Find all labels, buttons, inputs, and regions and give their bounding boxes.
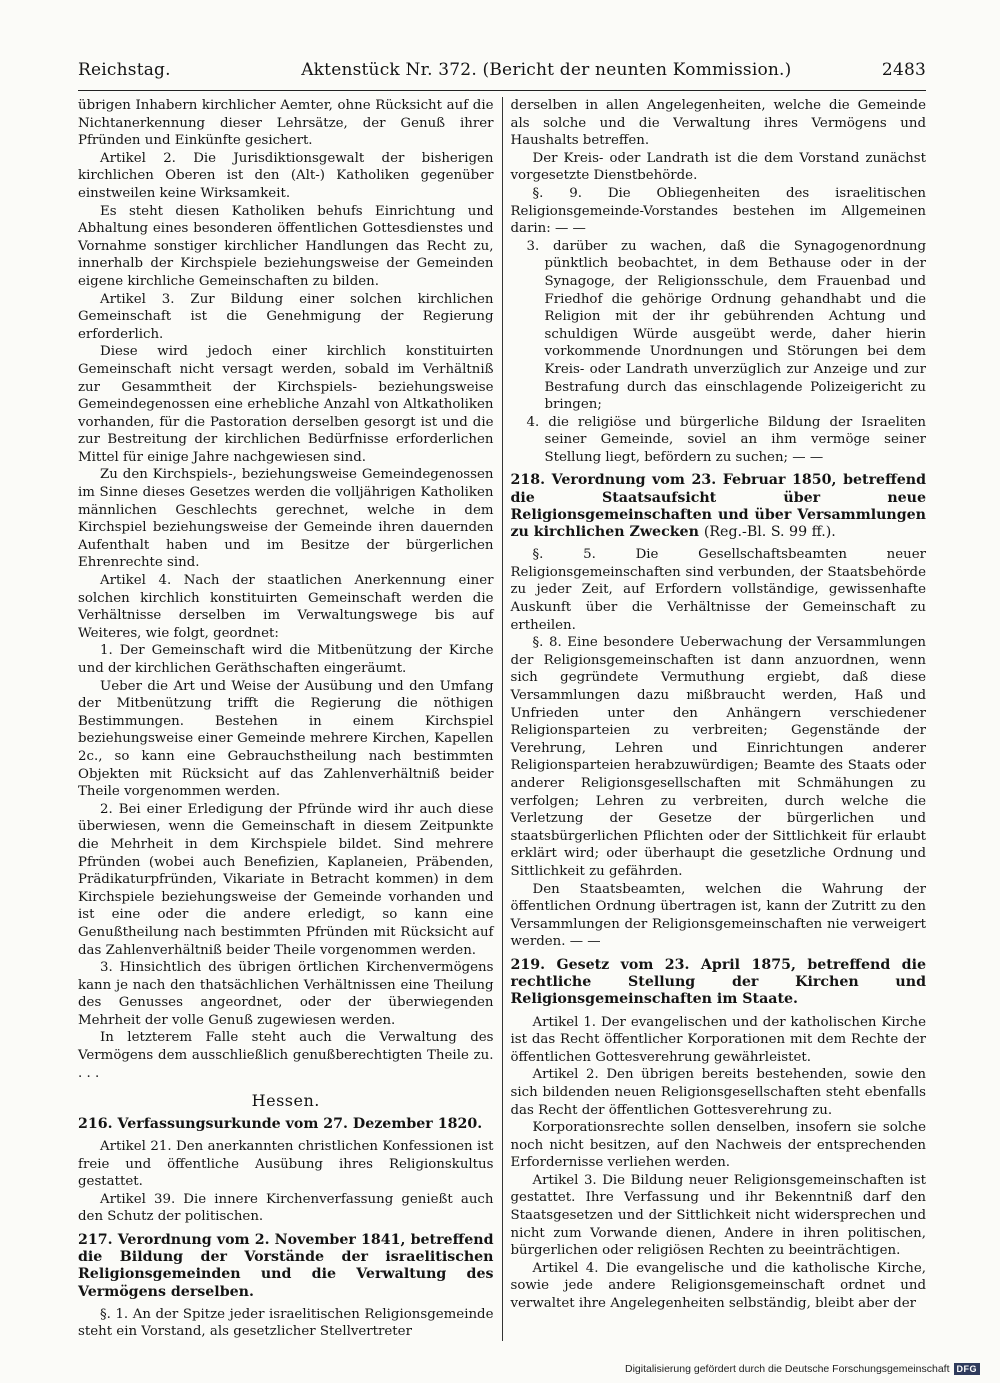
paragraph: Der Kreis- oder Landrath ist die dem Vorstand zunächst vorgesetzte Dienstbehörde. bbox=[510, 150, 926, 184]
list-item: 1. Der Gemeinschaft wird die Mitbenützung der Kirche und der kirchlichen Geräthschaften eingeräumt. bbox=[78, 643, 494, 676]
paragraph: Artikel 4. Nach der staatlichen Anerkennung einer solchen kirchlich konstituirten Gemeinschaft werden die Verhältnisse derselben im Verwaltungswege bis auf Weiteres, wie folgt, geordnet: bbox=[78, 573, 494, 641]
paragraph: Den Staatsbeamten, welchen die Wahrung der öffentlichen Ordnung übertragen ist, kann der Zutritt zu den Versammlungen der Religionsgemeinschaften nie verweigert werden. — — bbox=[510, 881, 926, 950]
paragraph: Artikel 2. Die Jurisdiktionsgewalt der bisherigen kirchlichen Oberen ist den (Alt-) Katholiken gegenüber einstweilen keine Wirksamkeit. bbox=[78, 150, 494, 201]
paragraph: Artikel 2. Den übrigen bereits bestehenden, sowie den sich bildenden neuen Religionsgesellschaften steht ebenfalls das Recht der öffentlichen Gottesverehrung zu. bbox=[510, 1067, 926, 1118]
paragraph: Artikel 3. Die Bildung neuer Religionsgemeinschaften ist gestattet. Ihre Verfassung und ihr Bekenntniß darf den Staatsgesetzen und der Sittlichkeit nicht widersprechen und nicht zum Vorwande dienen, Andere in ihren politischen, bürgerlichen oder religiösen Rechten zu beeinträchtigen. bbox=[510, 1172, 926, 1259]
paragraph: §. 8. Eine besondere Ueberwachung der Versammlungen der Religionsgemeinschaften ist dann anzuordnen, wenn sich gegründete Vermuthung ergiebt, daß diese Versammlungen dazu mißbraucht werden, Haß und Unfrieden unter den Anhängern verschiedener Religionsparteien zu verbreiten; Gegenstände der Verehrung, Lehren und Einrichtungen anderer Religionsparteien herabzuwürdigen; Beamte des Staats oder anderer Religionsgesellschaften mit Schmähungen zu verfolgen; Lehren zu verbreiten, durch welche die Verletzung der Gesetze der bürgerlichen und staatsbürgerlichen Pflichten oder der Sittlichkeit für erlaubt erklärt wird; oder überhaupt die gesetzliche Ordnung und Sittlichkeit zu gefährden. bbox=[510, 635, 926, 879]
paragraph: Artikel 39. Die innere Kirchenverfassung genießt auch den Schutz der politischen. bbox=[78, 1191, 494, 1225]
header-left: Reichstag. bbox=[78, 60, 171, 80]
paragraph: In letzterem Falle steht auch die Verwaltung des Vermögens dem ausschließlich genußberechtigten Theile zu. . . . bbox=[78, 1030, 494, 1081]
paragraph: Artikel 3. Zur Bildung einer solchen kirchlichen Gemeinschaft ist die Genehmigung der Regierung erforderlich. bbox=[78, 291, 494, 342]
paragraph: §. 1. An der Spitze jeder israelitischen Religionsgemeinde steht ein Vorstand, als gesetzlicher Stellvertreter bbox=[78, 1306, 494, 1340]
section-title-218-ref: (Reg.-Bl. S. 99 ff.). bbox=[703, 524, 836, 541]
paragraph: derselben in allen Angelegenheiten, welche die Gemeinde als solche und die Verwaltung ihres Vermögens und Haushalts betreffen. bbox=[510, 98, 926, 149]
dfg-logo: DFG bbox=[954, 1363, 981, 1375]
list-item: 3. Hinsichtlich des übrigen örtlichen Kirchenvermögens kann je nach den thatsächlichen Verhältnissen eine Theilung des Genusses angeordnet, oder der überwiegenden Mehrheit der volle Genuß zugewiesen werden. bbox=[78, 960, 494, 1028]
page-header bbox=[78, 60, 926, 88]
paragraph: Korporationsrechte sollen denselben, insofern sie solche noch nicht besitzen, auf den Nachweis der entsprechenden Erfordernisse verliehen werden. bbox=[510, 1120, 926, 1171]
paragraph: übrigen Inhabern kirchlicher Aemter, ohne Rücksicht auf die Nichtanerkennung dieser Lehrsätze, der Genuß ihrer Pfründen und Einkünfte gesichert. bbox=[78, 98, 494, 149]
paragraph: Artikel 4. Die evangelische und die katholische Kirche, sowie jede andere Religionsgemeinschaft ordnet und verwaltet ihre Angelegenheiten selbständig, bleibt aber der bbox=[510, 1260, 926, 1312]
list-item: 3. darüber zu wachen, daß die Synagogenordnung pünktlich beobachtet, in dem Bethause oder in der Synagoge, der Religionsschule, dem Frauenbad und Friedhof die gehörige Ordnung gehandhabt und die Religion mit der ihr gebührenden Achtung und schuldigen Würde ausgeübt werde, daher hierin vorkommende Unordnungen und Störungen bei dem Kreis- oder Landrath unverzüglich zur Anzeige und zur Bestrafung durch das einschlagende Polizeigericht zu bringen; bbox=[526, 238, 926, 413]
section-title-217: 217. Verordnung vom 2. November 1841, betreffend die Bildung der Vorstände der israelitischen Religionsgemeinden und die Verwaltung des Vermögens derselben. bbox=[78, 1232, 494, 1300]
paragraph: Artikel 21. Den anerkannten christlichen Konfessionen ist freie und öffentliche Ausübung ihres Religionskultus gestattet. bbox=[78, 1139, 494, 1190]
section-title-218-text: 218. Verordnung vom 23. Februar 1850, betreffend die Staatsaufsicht über neue Religionsgemeinschaften und über Versammlungen zu kirchlichen Zwecken bbox=[510, 472, 926, 541]
footer-text: Digitalisierung gefördert durch die Deutsche Forschungsgemeinschaft bbox=[624, 1363, 950, 1375]
list-item: 2. Bei einer Erledigung der Pfründe wird ihr auch diese überwiesen, wenn die Gemeinschaft in diesem Zeitpunkte die Mehrheit in dem Kirchspiele bildet. Sind mehrere Pfründen (wobei auch Benefizien, Kaplaneien, Präbenden, Prädikaturpfründen, Vikariate in Betracht kommen) in dem Kirchspiele beziehungsweise der Gemeinde vorhanden und ist eine oder die andere erledigt, so kann eine Genußtheilung nach bestimmten Pfründen mit Rücksicht auf das Zahlenverhältniß beider Theile vorgenommen werden. bbox=[78, 801, 494, 958]
paragraph: Es steht diesen Katholiken behufs Einrichtung und Abhaltung eines besonderen öffentlichen Gottesdienstes und Vornahme sonstiger kirchlicher Handlungen das Recht zu, innerhalb der Kirchspiele beziehungsweise der Gemeinden eigene kirchliche Gemeinschaften zu bilden. bbox=[78, 203, 494, 289]
list-item: 4. die religiöse und bürgerliche Bildung der Israeliten seiner Gemeinde, soviel an ihm vermöge seiner Stellung liegt, befördern zu suchen; — — bbox=[526, 414, 926, 465]
page-number: 2483 bbox=[881, 60, 926, 80]
document-page bbox=[78, 60, 926, 1341]
paragraph: §. 5. Die Gesellschaftsbeamten neuer Religionsgemeinschaften sind verbunden, der Staatsbehörde zu jeder Zeit, auf Erfordern vollständige, gewissenhafte Auskunft über die Verhältnisse der Gemeinschaft zu ertheilen. bbox=[510, 547, 926, 633]
digitization-footer bbox=[625, 1363, 980, 1375]
section-title-219: 219. Gesetz vom 23. April 1875, betreffend die rechtliche Stellung der Kirchen und Religionsgemeinschaften im Staate. bbox=[510, 956, 926, 1008]
paragraph: Zu den Kirchspiels-, beziehungsweise Gemeindegenossen im Sinne dieses Gesetzes werden die volljährigen Katholiken männlichen Geschlechts gerechnet, welche in dem Kirchspiel beziehungsweise der Gemeinde ihren dauernden Aufenthalt haben und im Besitze der bürgerlichen Ehrenrechte sind. bbox=[78, 467, 494, 571]
section-title-216: 216. Verfassungsurkunde vom 27. Dezember 1820. bbox=[78, 1115, 483, 1132]
paragraph: §. 9. Die Obliegenheiten des israelitischen Religionsgemeinde-Vorstandes bestehen im Allgemeinen darin: — — bbox=[510, 185, 926, 237]
paragraph: Ueber die Art und Weise der Ausübung und den Umfang der Mitbenützung trifft die Regierung die nöthigen Bestimmungen. Bestehen in einem Kirchspiel beziehungsweise einer Gemeinde mehrere Kirchen, Kapellen 2c., so kann eine Gebrauchstheilung nach bestimmten Objekten mit Rücksicht auf das Zahlenverhältniß beider Theile vorgenommen werden. bbox=[78, 678, 494, 800]
paragraph: Artikel 1. Der evangelischen und der katholischen Kirche ist das Recht öffentlicher Korporationen mit dem Rechte der öffentlichen Gottesverehrung gewährleistet. bbox=[510, 1014, 926, 1065]
section-title-218 bbox=[511, 472, 927, 541]
paragraph: Diese wird jedoch einer kirchlich konstituirten Gemeinschaft nicht versagt werden, sobald im Verhältniß zur Gesammtheit der Kirchspiels- beziehungsweise Gemeindegenossen eine erhebliche Anzahl von Altkatholiken vorhanden, für die Pastoration derselben gesorgt ist und die zur Bestreitung der kirchlichen Bedürfnisse erforderlichen Mittel für einige Jahre nachgewiesen sind. bbox=[78, 344, 494, 465]
right-column bbox=[503, 97, 927, 1341]
header-title: Aktenstück Nr. 372. (Bericht der neunten Kommission.) bbox=[301, 60, 792, 80]
left-column bbox=[78, 97, 502, 1341]
header-rule bbox=[78, 90, 926, 91]
two-column-body bbox=[78, 97, 926, 1341]
section-heading-hessen: Hessen. bbox=[251, 1091, 320, 1111]
